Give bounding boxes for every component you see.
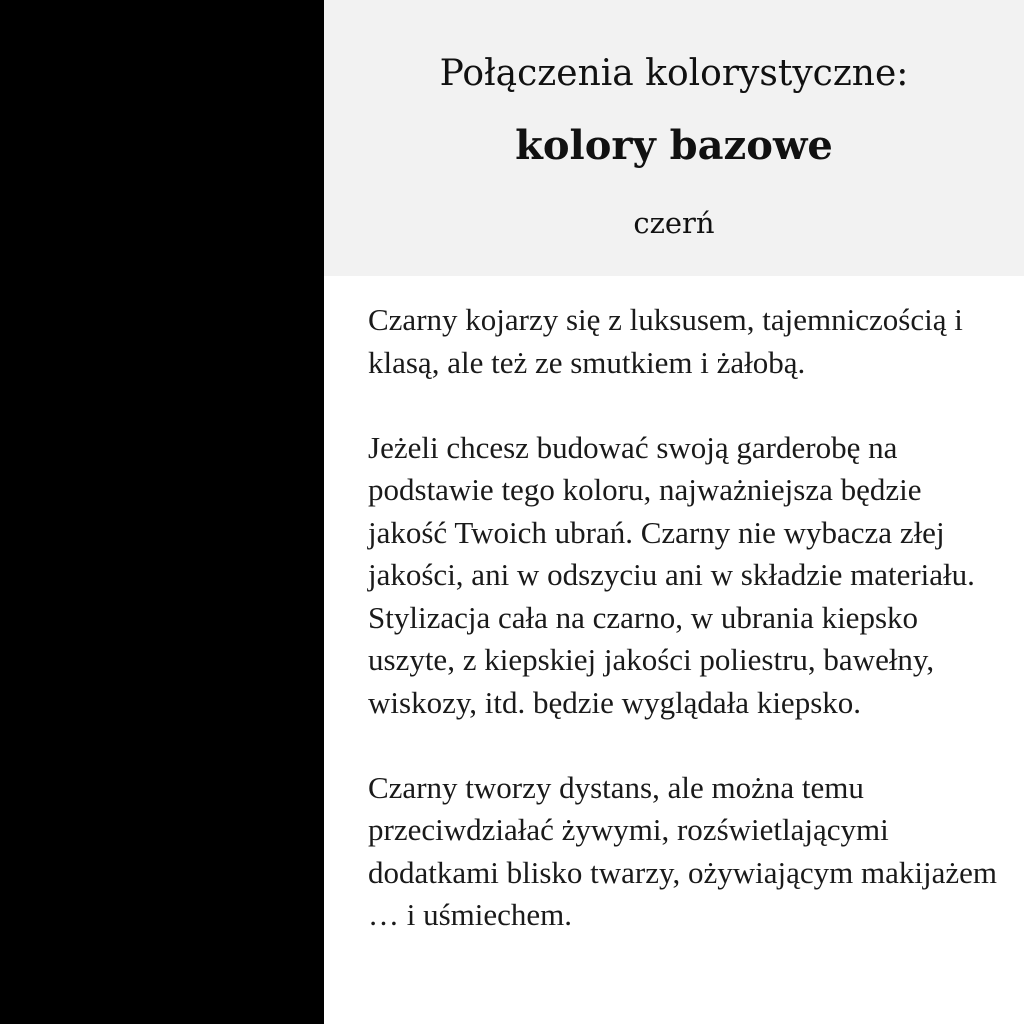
color-swatch (0, 0, 324, 1024)
page-title: Połączenia kolorystyczne: (439, 53, 909, 94)
description-text (368, 299, 1008, 937)
paragraph-1: Czarny kojarzy się z luksusem, tajemniczością i klasą, ale też ze smutkiem i żałobą. (368, 302, 963, 380)
paragraph-3: Czarny tworzy dystans, ale można temu przeciwdziałać żywymi, rozświetlającymi dodatkami blisko twarzy, ożywiającym makijażem … i uśmiechem. (368, 769, 997, 932)
paragraph-2: Jeżeli chcesz budować swoją garderobę na podstawie tego koloru, najważniejsza będzie jakość Twoich ubrań. Czarny nie wybacza złej jakości, ani w odszyciu ani w składzie materiału. Stylizacja cała na czarno, w ubrania kiepsko uszyte, z kiepskiej jakości poliestru, bawełny, wiskozy, itd. będzie wyglądała kiepsko. (368, 429, 975, 720)
color-name: czerń (633, 206, 715, 240)
header-panel (324, 0, 1024, 276)
page-subtitle: kolory bazowe (515, 122, 833, 169)
